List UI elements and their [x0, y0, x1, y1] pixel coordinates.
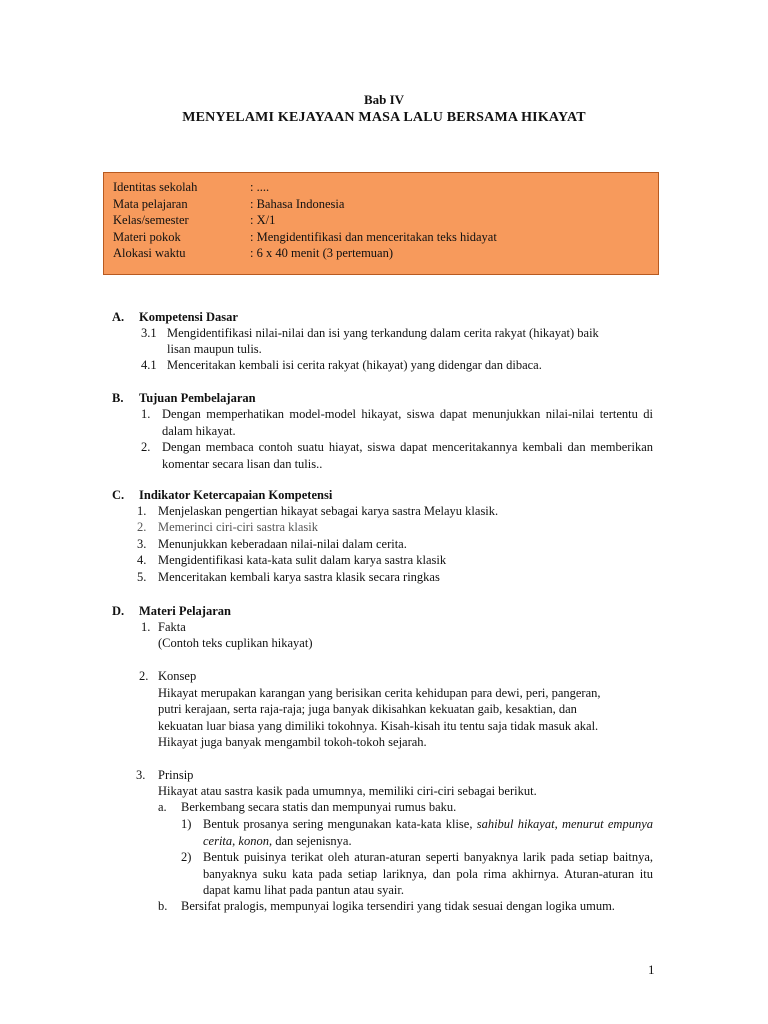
identity-label: Mata pelajaran	[113, 196, 188, 211]
text-run: ,	[232, 833, 239, 848]
list-item-text: Menceritakan kembali karya sastra klasik secara ringkas	[158, 570, 440, 584]
paragraph-line: Hikayat merupakan karangan yang berisikan cerita kehidupan para dewi, peri, pangeran,	[158, 686, 601, 700]
list-number: 2.	[137, 520, 147, 534]
chapter-title: MENYELAMI KEJAYAAN MASA LALU BERSAMA HIKAYAT	[182, 110, 586, 125]
list-item-text: Bersifat pralogis, mempunyai logika tersendiri yang tidak sesuai dengan logika umum.	[181, 899, 615, 913]
text-run-italic: sahibul hikayat, menurut empunya cerita	[203, 817, 653, 848]
list-item-text: Menceritakan kembali isi cerita rakyat (hikayat) yang didengar dan dibaca.	[167, 358, 542, 372]
list-item-text: Berkembang secara statis dan mempunyai rumus baku.	[181, 800, 457, 814]
list-number: 2)	[181, 850, 192, 864]
paragraph-line: kekuatan luar biasa yang dimiliki tokohnya. Kisah-kisah itu tentu saja tidak masuk akal.	[158, 719, 599, 733]
identity-value: : Mengidentifikasi dan menceritakan teks hidayat	[250, 229, 497, 244]
list-number: 5.	[137, 570, 147, 584]
list-number: 2.	[139, 669, 149, 683]
list-letter: a.	[158, 800, 167, 814]
list-item-text: Memerinci ciri-ciri sastra klasik	[158, 520, 319, 534]
section-title: Tujuan Pembelajaran	[139, 391, 256, 405]
identity-row	[113, 229, 658, 246]
identity-value: : Bahasa Indonesia	[250, 196, 345, 211]
list-number: 1.	[141, 620, 151, 634]
list-item-text: Dengan membaca contoh suatu hiayat, siswa dapat menceritakannya kembali dan memberikan komentar secara lisan dan tulis..	[162, 440, 653, 471]
list-number: 1.	[137, 504, 147, 518]
identity-label: Kelas/semester	[113, 213, 189, 227]
page-number: 1	[648, 962, 655, 977]
identity-row	[113, 212, 658, 229]
list-item-text: Menjelaskan pengertian hikayat sebagai karya sastra Melayu klasik.	[158, 504, 499, 518]
list-number: 1.	[141, 407, 151, 421]
identity-row	[113, 179, 658, 196]
section-title: Indikator Ketercapaian Kompetensi	[139, 488, 333, 502]
list-number: 4.	[137, 553, 147, 567]
list-item-text: Mengidentifikasi nilai-nilai dan isi yang terkandung dalam cerita rakyat (hikayat) baik	[167, 326, 599, 340]
subsection-title: Prinsip	[158, 768, 194, 782]
list-number: 2.	[141, 440, 151, 454]
list-number: 3.1	[141, 326, 157, 340]
list-number: 4.1	[141, 358, 157, 372]
text-run: , dan sejenisnya.	[268, 833, 352, 848]
list-item-text: Dengan memperhatikan model-model hikayat, siswa dapat menunjukkan nilai-nilai tertentu di dalam hikayat.	[162, 407, 653, 438]
paragraph-line: Hikayat juga banyak mengambil tokoh-tokoh sejarah.	[158, 735, 427, 749]
identity-label: Identitas sekolah	[113, 180, 198, 194]
identity-label: Materi pokok	[113, 229, 181, 244]
identity-value: : ....	[250, 180, 270, 194]
list-number: 3.	[136, 768, 146, 782]
section-letter: D.	[112, 604, 125, 618]
paragraph-line: putri kerajaan, serta raja-raja; juga banyak dikisahkan kekuatan gaib, kesaktian, dan	[158, 702, 577, 716]
identity-value: : X/1	[250, 213, 276, 227]
section-title: Materi Pelajaran	[139, 604, 231, 618]
identity-value: : 6 x 40 menit (3 pertemuan)	[250, 246, 394, 260]
identity-box	[103, 172, 659, 275]
subsection-body: (Contoh teks cuplikan hikayat)	[158, 636, 313, 650]
text-run: Bentuk prosanya sering mengunakan kata-kata klise,	[203, 817, 477, 831]
identity-row	[113, 196, 658, 213]
paragraph-line: Hikayat atau sastra kasik pada umumnya, memiliki ciri-ciri sebagai berikut.	[158, 784, 537, 798]
section-letter: C.	[112, 488, 125, 502]
identity-label: Alokasi waktu	[113, 246, 186, 260]
list-number: 3.	[137, 537, 147, 551]
text-run-italic: konon	[238, 833, 269, 848]
list-item-text	[203, 816, 653, 849]
subsection-title: Konsep	[158, 669, 197, 683]
list-number: 1)	[181, 817, 192, 831]
identity-row	[113, 245, 658, 262]
list-item-text: Bentuk puisinya terikat oleh aturan-aturan seperti banyaknya larik pada setiap baitnya, banyaknya suku kata pada setiap lariknya, dan pola rima akhirnya. Aturan-aturan itu dapat kamu lihat pada pantun atau syair.	[203, 850, 653, 897]
list-letter: b.	[158, 899, 168, 913]
list-item-text: Mengidentifikasi kata-kata sulit dalam karya sastra klasik	[158, 553, 447, 567]
section-letter: A.	[112, 310, 125, 324]
list-item-text: lisan maupun tulis.	[167, 342, 262, 356]
section-title: Kompetensi Dasar	[139, 310, 238, 324]
list-item-text: Menunjukkan keberadaan nilai-nilai dalam cerita.	[158, 537, 407, 551]
subsection-title: Fakta	[158, 620, 186, 634]
section-letter: B.	[112, 391, 124, 405]
chapter-number: Bab IV	[363, 92, 405, 107]
